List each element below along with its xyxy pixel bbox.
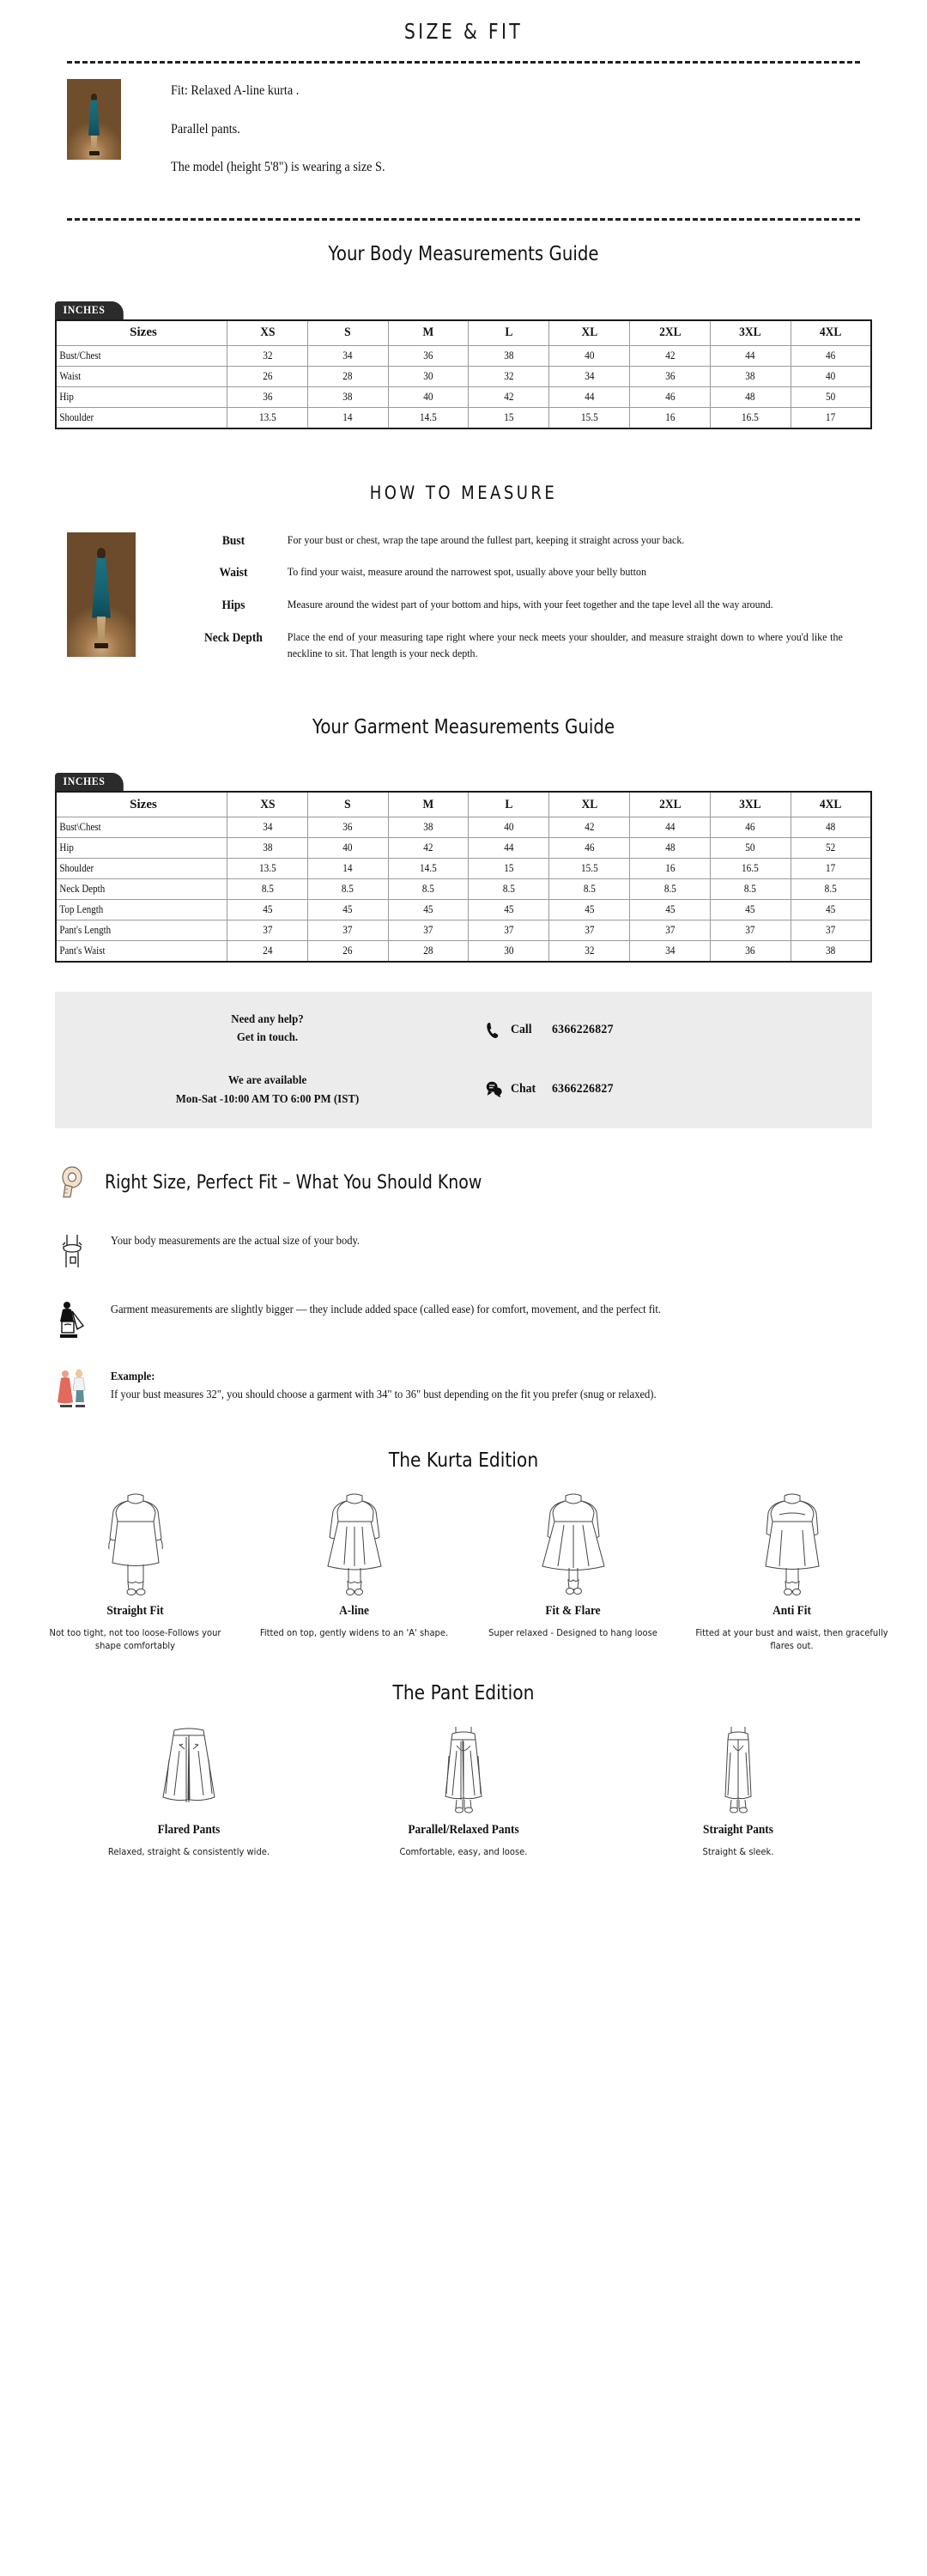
measure-instruction-list — [136, 532, 872, 678]
cell: 14.5 — [392, 859, 464, 879]
column-header: S — [312, 792, 384, 817]
column-header: 2XL — [633, 792, 706, 817]
a-line-kurta-illustration — [250, 1487, 458, 1597]
cell: 8.5 — [312, 879, 384, 900]
style-name: Flared Pants — [157, 1823, 221, 1838]
know-point-2-text: Garment measurements are slightly bigger — they include added space (called ease) for comfort, movement, and the perfect fit. — [110, 1302, 662, 1315]
style-name: Straight Fit — [106, 1603, 164, 1618]
pant-style-straight[interactable] — [601, 1720, 876, 1859]
cell: 36 — [231, 387, 303, 408]
column-header: XL — [553, 320, 625, 346]
style-description: Fitted at your bust and waist, then gracefully flares out. — [695, 1627, 888, 1651]
cell: 37 — [633, 920, 706, 941]
style-description: Comfortable, easy, and loose. — [399, 1847, 528, 1858]
cell: 45 — [392, 900, 464, 920]
kurta-style-anti-fit[interactable] — [682, 1487, 901, 1654]
column-header: XS — [231, 320, 303, 346]
garment-measurements-table — [55, 791, 872, 963]
model-photo-thumbnail — [67, 79, 121, 160]
model-kurta-shape — [87, 100, 101, 135]
body-unit-tab: INCHES — [55, 301, 123, 319]
cell: 37 — [473, 920, 545, 941]
table-row — [56, 387, 871, 408]
table-row — [56, 900, 871, 920]
flared-pants-illustration — [57, 1720, 321, 1816]
fit-line-2: Parallel pants. — [171, 121, 240, 137]
measure-model-kurta-shape — [90, 558, 112, 618]
style-description: Not too tight, not too loose-Follows your shape comfortably — [49, 1627, 221, 1651]
style-name: Fit & Flare — [545, 1603, 601, 1618]
example-body: If your bust measures 32", you should choose a garment with 34" to 36" bust depending on the fit you prefer (snug or relaxed). — [110, 1387, 657, 1400]
cell: 38 — [473, 346, 545, 367]
cell: 45 — [714, 900, 786, 920]
table-row — [56, 838, 871, 859]
chat-contact-row[interactable] — [483, 1069, 872, 1109]
cell: 45 — [553, 900, 625, 920]
cell: 28 — [312, 367, 384, 387]
list-item — [183, 597, 872, 614]
cell: 46 — [633, 387, 706, 408]
help-contact-column — [480, 1011, 872, 1109]
cell: 8.5 — [473, 879, 545, 900]
cell: 36 — [392, 346, 464, 367]
kurta-style-straight-fit[interactable] — [26, 1487, 245, 1654]
cell: 16 — [633, 859, 706, 879]
cell: 37 — [553, 920, 625, 941]
cell: 34 — [231, 817, 303, 838]
measure-description: Measure around the widest part of your bottom and hips, with your feet together and the tape level all the way around. — [287, 598, 773, 611]
straight-pants-illustration — [606, 1720, 870, 1816]
style-description: Super relaxed - Designed to hang loose — [488, 1627, 657, 1638]
pant-edition-heading: The Pant Edition — [392, 1682, 535, 1705]
column-header: S — [312, 320, 384, 346]
style-name: Anti Fit — [772, 1603, 811, 1618]
row-label: Bust\Chest — [56, 817, 207, 838]
cell: 14 — [312, 408, 384, 428]
cell: 44 — [714, 346, 786, 367]
cell: 48 — [714, 387, 786, 408]
cell: 37 — [392, 920, 464, 941]
row-label: Shoulder — [56, 859, 207, 879]
cell: 36 — [633, 367, 706, 387]
cell: 38 — [312, 387, 384, 408]
measure-model-head-shape — [97, 548, 106, 559]
cell: 37 — [795, 920, 867, 941]
table-row — [56, 920, 871, 941]
dressmaker-fitting-icon — [55, 1367, 93, 1408]
know-section-header — [0, 1164, 927, 1202]
cell: 8.5 — [714, 879, 786, 900]
cell: 36 — [312, 817, 384, 838]
cell: 8.5 — [392, 879, 464, 900]
measure-term: Neck Depth — [204, 630, 263, 645]
fit-summary-block — [0, 64, 927, 199]
cell: 40 — [392, 387, 464, 408]
cell: 34 — [312, 346, 384, 367]
style-name: A-line — [339, 1603, 369, 1618]
cell: 37 — [714, 920, 786, 941]
table-row — [56, 941, 871, 962]
column-header: M — [392, 320, 464, 346]
cell: 15 — [473, 859, 545, 879]
style-name: Straight Pants — [703, 1823, 773, 1838]
know-point-2-row — [0, 1300, 927, 1341]
cell: 15.5 — [553, 859, 625, 879]
kurta-edition-heading: The Kurta Edition — [388, 1449, 539, 1472]
column-header: 3XL — [714, 792, 786, 817]
cell: 37 — [312, 920, 384, 941]
cell: 13.5 — [231, 408, 303, 428]
cell: 48 — [795, 817, 867, 838]
cell: 16.5 — [714, 408, 786, 428]
availability-line-1: We are available — [227, 1074, 307, 1088]
garment-measurements-heading: Your Garment Measurements Guide — [312, 715, 615, 738]
table-row — [56, 408, 871, 428]
cell: 45 — [795, 900, 867, 920]
column-header: Sizes — [56, 320, 227, 346]
column-header: 2XL — [633, 320, 706, 346]
cell: 34 — [553, 367, 625, 387]
column-header: XS — [231, 792, 303, 817]
call-label: Call — [511, 1023, 532, 1037]
cell: 40 — [795, 367, 867, 387]
fit-description-list — [121, 79, 403, 199]
column-header: M — [392, 792, 464, 817]
cell: 17 — [795, 408, 867, 428]
row-label: Hip — [56, 387, 207, 408]
cell: 13.5 — [231, 859, 303, 879]
example-label: Example: — [110, 1369, 155, 1382]
anti-fit-kurta-illustration — [688, 1487, 896, 1597]
cell: 34 — [633, 941, 706, 962]
pant-style-parallel-relaxed[interactable] — [326, 1720, 601, 1859]
cell: 32 — [231, 346, 303, 367]
garment-unit-tab: INCHES — [55, 773, 123, 791]
row-label: Waist — [56, 367, 207, 387]
kurta-style-fit-and-flare[interactable] — [464, 1487, 682, 1654]
cell: 45 — [231, 900, 303, 920]
cell: 30 — [392, 367, 464, 387]
waist-tape-icon — [55, 1231, 93, 1273]
cell: 26 — [312, 941, 384, 962]
style-description: Fitted on top, gently widens to an 'A' shape. — [259, 1627, 449, 1638]
know-example-text — [93, 1367, 833, 1403]
help-text-column — [72, 1011, 463, 1109]
tailor-mannequin-icon — [55, 1300, 93, 1341]
phone-icon — [483, 1020, 504, 1041]
know-example-row — [0, 1367, 927, 1408]
measure-model-photo — [67, 532, 136, 657]
pant-edition-grid — [0, 1720, 927, 1859]
measure-term: Bust — [221, 533, 245, 548]
fit-line-1: Fit: Relaxed A-line kurta . — [171, 83, 300, 98]
cell: 40 — [312, 838, 384, 859]
cell: 45 — [312, 900, 384, 920]
cell: 16.5 — [714, 859, 786, 879]
cell: 32 — [473, 367, 545, 387]
need-help-line-2: Get in touch. — [236, 1031, 299, 1045]
how-to-measure-heading: HOW TO MEASURE — [369, 482, 558, 503]
measuring-tape-icon — [55, 1164, 93, 1202]
page-title: SIZE & FIT — [403, 19, 524, 44]
cell: 32 — [553, 941, 625, 962]
cell: 38 — [795, 941, 867, 962]
kurta-style-a-line[interactable] — [245, 1487, 464, 1654]
measure-description: For your bust or chest, wrap the tape around the fullest part, keeping it straight across your back. — [287, 533, 685, 546]
cell: 36 — [714, 941, 786, 962]
cell: 15 — [473, 408, 545, 428]
measure-description: To find your waist, measure around the narrowest spot, usually above your belly button — [287, 566, 646, 579]
fit-and-flare-kurta-illustration — [469, 1487, 677, 1597]
table-row — [56, 817, 871, 838]
availability-line-2: Mon-Sat -10:00 AM TO 6:00 PM (IST) — [175, 1092, 360, 1106]
body-measurements-table — [55, 319, 872, 429]
cell: 42 — [553, 817, 625, 838]
cell: 8.5 — [553, 879, 625, 900]
table-row — [56, 859, 871, 879]
cell: 8.5 — [231, 879, 303, 900]
chat-label: Chat — [511, 1081, 536, 1096]
style-description: Straight & sleek. — [702, 1847, 774, 1858]
measure-term: Waist — [219, 566, 248, 580]
cell: 46 — [714, 817, 786, 838]
measure-description: Place the end of your measuring tape right where your neck meets your shoulder, and measure straight down to where you'd like the neckline to sit. That length is your neck depth. — [287, 630, 843, 660]
table-row — [56, 879, 871, 900]
column-header: L — [473, 320, 545, 346]
how-to-measure-block — [0, 532, 927, 678]
cell: 42 — [392, 838, 464, 859]
cell: 50 — [714, 838, 786, 859]
know-point-1-row — [0, 1231, 927, 1273]
model-shoes-shape — [89, 151, 100, 155]
row-label: Bust/Chest — [56, 346, 207, 367]
table-row — [56, 346, 871, 367]
style-description: Relaxed, straight & consistently wide. — [107, 1847, 270, 1858]
model-pants-shape — [89, 136, 99, 152]
table-header-row — [56, 320, 871, 346]
cell: 16 — [633, 408, 706, 428]
cell: 15.5 — [553, 408, 625, 428]
row-label: Hip — [56, 838, 207, 859]
chat-number[interactable]: 6366226827 — [552, 1081, 614, 1096]
column-header: 4XL — [795, 792, 867, 817]
cell: 28 — [392, 941, 464, 962]
cell: 46 — [795, 346, 867, 367]
row-label: Pant's Waist — [56, 941, 207, 962]
cell: 50 — [795, 387, 867, 408]
know-point-1-text: Your body measurements are the actual size of your body. — [110, 1233, 360, 1247]
help-contact-box — [55, 992, 872, 1128]
column-header: 4XL — [795, 320, 867, 346]
call-contact-row[interactable] — [483, 1011, 872, 1050]
body-measurements-heading: Your Body Measurements Guide — [328, 242, 599, 265]
cell: 40 — [553, 346, 625, 367]
cell: 42 — [633, 346, 706, 367]
measure-model-shoes-shape — [94, 643, 108, 648]
body-measurements-table-wrap — [0, 301, 927, 429]
parallel-relaxed-pants-illustration — [331, 1720, 596, 1816]
measure-term: Hips — [221, 598, 245, 612]
cell: 40 — [473, 817, 545, 838]
cell: 38 — [714, 367, 786, 387]
cell: 14.5 — [392, 408, 464, 428]
cell: 24 — [231, 941, 303, 962]
cell: 44 — [633, 817, 706, 838]
chat-icon — [483, 1078, 504, 1099]
garment-measurements-table-wrap — [0, 773, 927, 963]
fit-line-3: The model (height 5'8") is wearing a size S. — [171, 160, 385, 174]
cell: 37 — [231, 920, 303, 941]
row-label: Shoulder — [56, 408, 207, 428]
column-header: L — [473, 792, 545, 817]
cell: 44 — [553, 387, 625, 408]
cell: 44 — [473, 838, 545, 859]
column-header: Sizes — [56, 792, 227, 817]
row-label: Top Length — [56, 900, 207, 920]
cell: 48 — [633, 838, 706, 859]
row-label: Neck Depth — [56, 879, 207, 900]
know-heading: Right Size, Perfect Fit – What You Should Know — [105, 1172, 482, 1194]
cell: 17 — [795, 859, 867, 879]
pant-style-flared[interactable] — [52, 1720, 326, 1859]
cell: 8.5 — [633, 879, 706, 900]
straight-fit-kurta-illustration — [31, 1487, 239, 1597]
cell: 46 — [553, 838, 625, 859]
cell: 52 — [795, 838, 867, 859]
cell: 30 — [473, 941, 545, 962]
cell: 45 — [473, 900, 545, 920]
list-item — [183, 532, 872, 550]
cell: 26 — [231, 367, 303, 387]
row-label: Pant's Length — [56, 920, 207, 941]
measure-model-pants-shape — [95, 617, 108, 644]
column-header: 3XL — [714, 320, 786, 346]
cell: 38 — [231, 838, 303, 859]
table-header-row — [56, 792, 871, 817]
kurta-edition-grid — [0, 1487, 927, 1654]
list-item — [183, 564, 872, 581]
call-number[interactable]: 6366226827 — [552, 1023, 614, 1037]
cell: 14 — [312, 859, 384, 879]
list-item — [183, 629, 872, 663]
cell: 38 — [392, 817, 464, 838]
column-header: XL — [553, 792, 625, 817]
cell: 45 — [633, 900, 706, 920]
table-row — [56, 367, 871, 387]
need-help-line-1: Need any help? — [231, 1012, 304, 1026]
cell: 8.5 — [795, 879, 867, 900]
cell: 42 — [473, 387, 545, 408]
style-name: Parallel/Relaxed Pants — [408, 1823, 519, 1838]
